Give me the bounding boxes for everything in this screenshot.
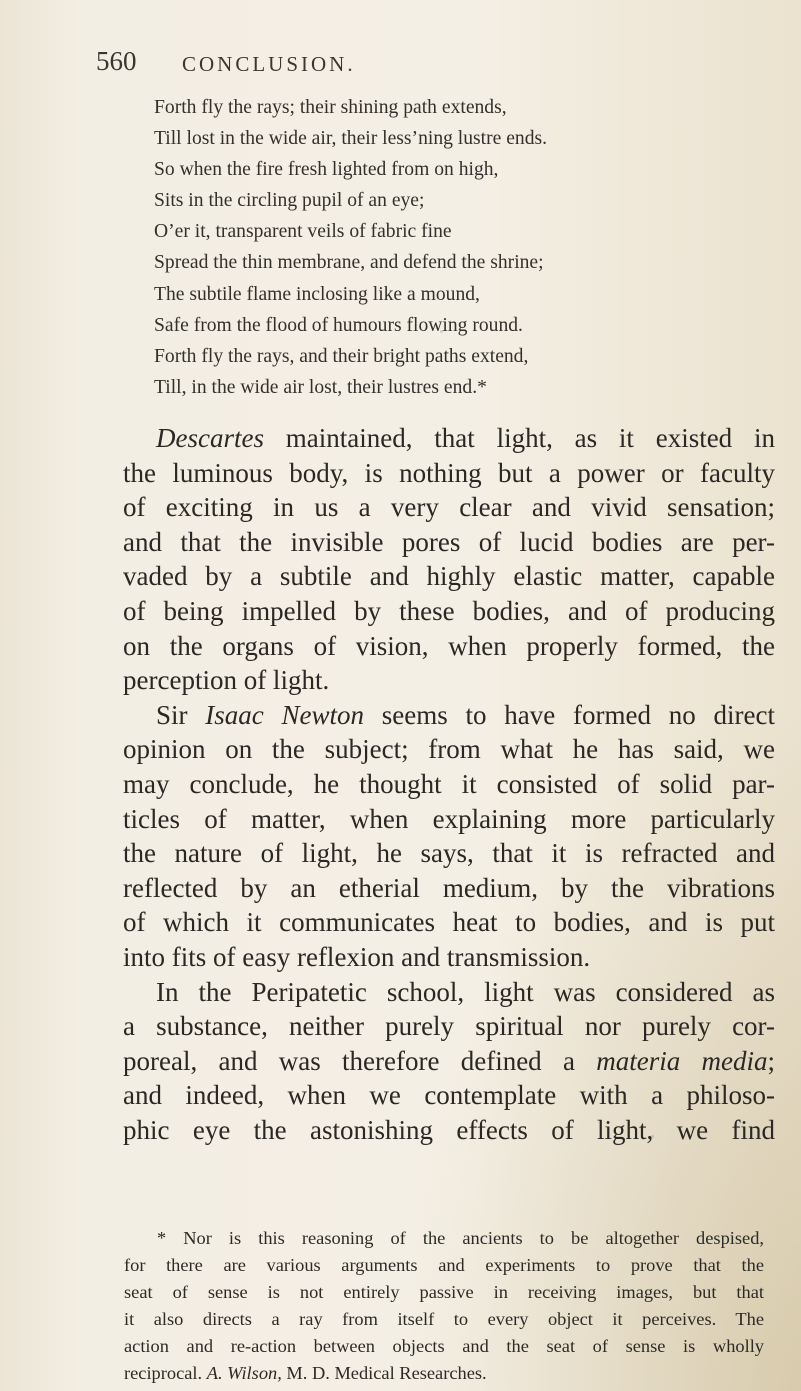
verse-line: The subtile flame inclosing like a mound,: [154, 283, 480, 305]
verse-line: O’er it, transparent veils of fabric fine: [154, 221, 452, 243]
footnote-line: it also directs a ray from itself to every object it perceives. The: [124, 1308, 764, 1329]
footnote-line: seat of sense is not entirely passive in receiving images, but that: [124, 1281, 764, 1302]
text-line: into fits of easy reflexion and transmission.: [123, 941, 591, 972]
verse-line: So when the fire fresh lighted from on high,: [154, 159, 499, 181]
footnote-line: for there are various arguments and experiments to prove that the: [124, 1254, 764, 1275]
paper-stain: [651, 1135, 654, 1138]
paragraph-peripatetic: [123, 975, 775, 1148]
text-line: Descartes maintained, that light, as it existed in: [156, 423, 775, 453]
text-line: the nature of light, he says, that it is refracted and: [123, 838, 775, 869]
footnote-line: * Nor is this reasoning of the ancients to be altogether despised,: [157, 1228, 764, 1248]
paragraph-descartes: [123, 421, 775, 698]
paper-stain: [440, 330, 443, 333]
latin-term: materia media: [596, 1045, 768, 1076]
text-line: In the Peripatetic school, light was considered as: [156, 976, 775, 1007]
author-name: Isaac Newton: [205, 699, 365, 730]
page-number: 560: [96, 46, 137, 76]
verse-line: Till lost in the wide air, their less’ning lustre ends.: [154, 128, 548, 150]
text-line: poreal, and was therefore defined a materia media;: [123, 1045, 775, 1076]
footnote: [124, 1225, 764, 1386]
verse-line: Forth fly the rays; their shining path extends,: [154, 97, 507, 118]
footnote-line: reciprocal. A. Wilson, M. D. Medical Researches.: [124, 1362, 487, 1383]
text-line: ticles of matter, when explaining more particularly: [123, 803, 775, 834]
chapter-title: CONCLUSION.: [182, 52, 356, 76]
running-head: [96, 46, 796, 86]
text-line: of being impelled by these bodies, and of producing: [123, 595, 775, 626]
text-line: opinion on the subject; from what he has said, we: [123, 734, 775, 765]
paragraph-newton: [123, 698, 775, 975]
verse-quotation: [154, 92, 764, 403]
text-line: of exciting in us a very clear and vivid sensation;: [123, 492, 775, 523]
footnote-line: action and re-action between objects and the seat of sense is wholly: [124, 1335, 764, 1356]
text-line: may conclude, he thought it consisted of solid par-: [123, 768, 775, 799]
text-line: phic eye the astonishing effects of light, we find: [123, 1114, 775, 1145]
verse-line: Sits in the circling pupil of an eye;: [154, 190, 425, 212]
body-text: [123, 421, 775, 1147]
text-line: and indeed, when we contemplate with a philoso-: [123, 1080, 775, 1111]
text-line: the luminous body, is nothing but a power or faculty: [123, 457, 775, 488]
verse-line: Spread the thin membrane, and defend the shrine;: [154, 252, 544, 274]
paper-stain: [313, 1102, 315, 1104]
verse-line: Till, in the wide air lost, their lustres end.*: [154, 376, 487, 398]
text-line: perception of light.: [123, 665, 330, 696]
verse-line: Forth fly the rays, and their bright paths extend,: [154, 345, 529, 367]
text-line: reflected by an etherial medium, by the vibrations: [123, 872, 775, 903]
author-name: Descartes: [156, 423, 264, 453]
footnote-author: A. Wilson,: [206, 1362, 282, 1383]
text-line: of which it communicates heat to bodies, and is put: [123, 907, 775, 938]
text-line: a substance, neither purely spiritual nor purely cor-: [123, 1011, 775, 1042]
text-line: on the organs of vision, when properly formed, the: [123, 630, 775, 661]
text-line: and that the invisible pores of lucid bodies are per-: [123, 526, 775, 557]
text-line: Sir Isaac Newton seems to have formed no direct: [156, 699, 775, 730]
text-line: vaded by a subtile and highly elastic matter, capable: [123, 561, 775, 592]
verse-line: Safe from the flood of humours flowing round.: [154, 314, 523, 336]
